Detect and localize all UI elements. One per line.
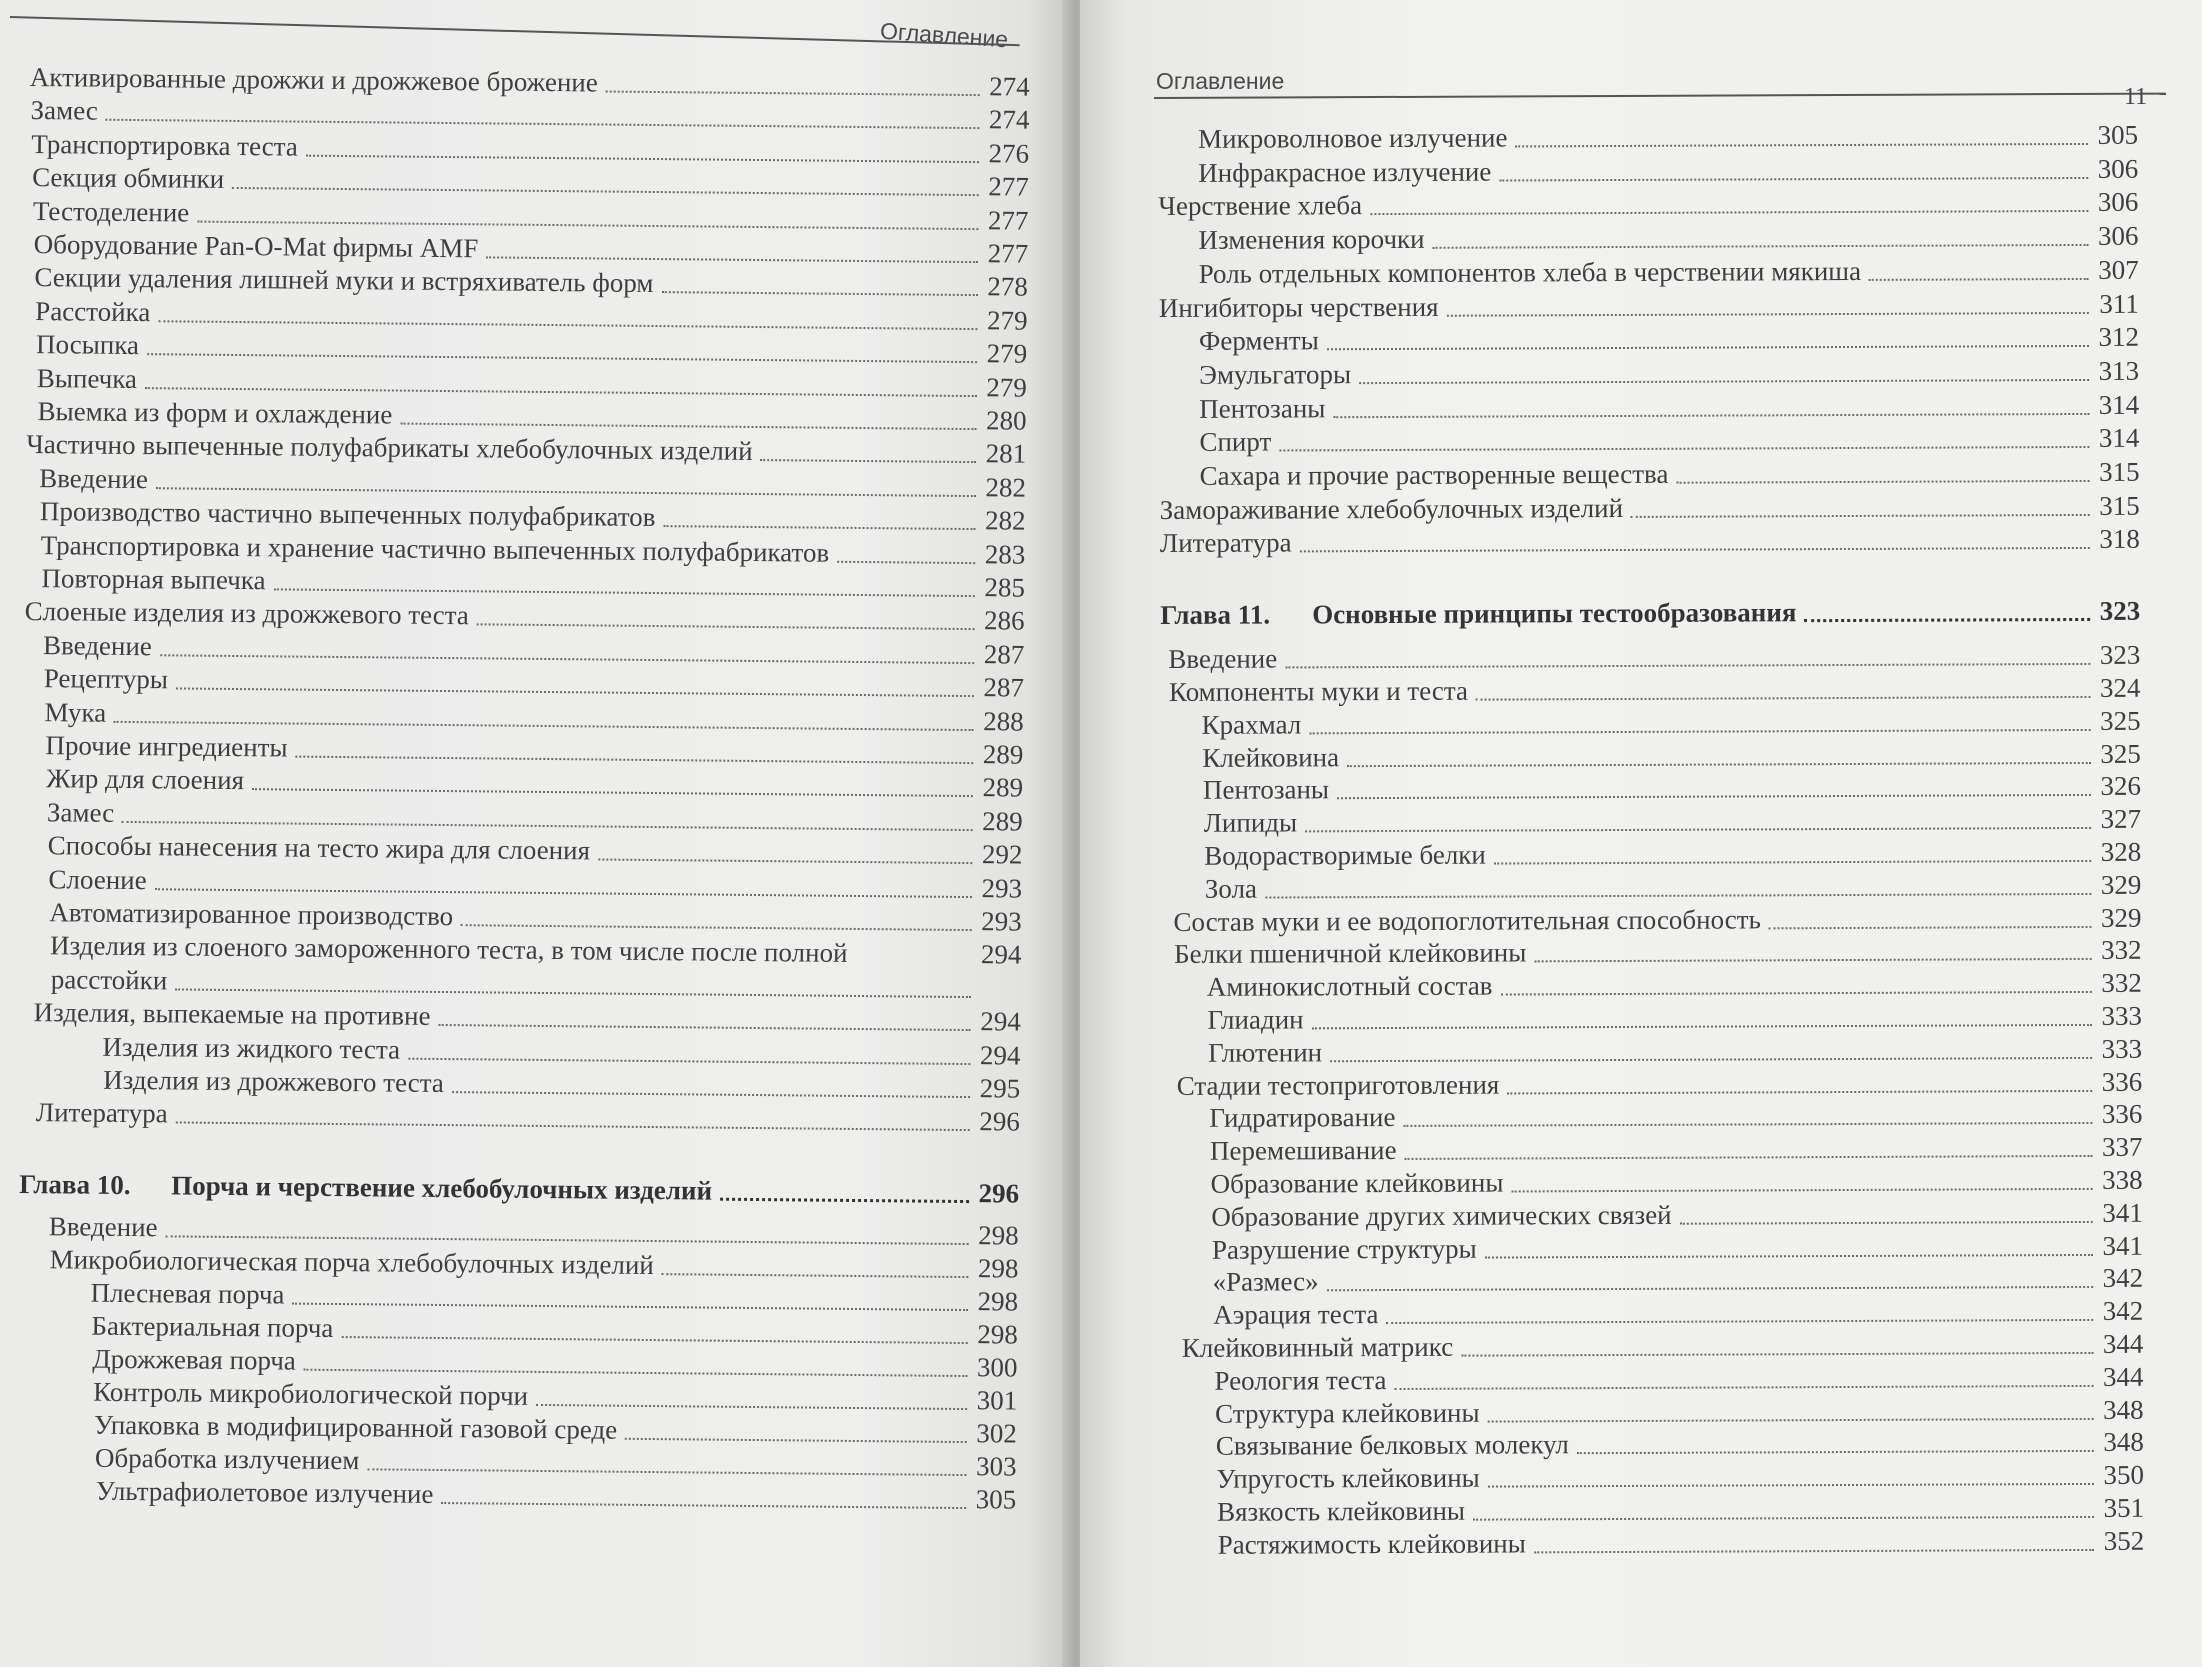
toc-entry-page: 350 xyxy=(2103,1459,2144,1490)
dot-leader xyxy=(1869,277,2089,281)
toc-entry-title: Транспортировка и хранение частично выпеченных полуфабрикатов xyxy=(40,529,830,568)
toc-entry-page: 274 xyxy=(989,71,1030,102)
toc-entry-page: 301 xyxy=(976,1384,1018,1416)
toc-entry-page: 314 xyxy=(2098,389,2140,420)
dot-leader xyxy=(625,1437,967,1443)
toc-entry-title: Водорастворимые белки xyxy=(1204,839,1486,871)
toc-entry-title: Упаковка в модифицированной газовой среде xyxy=(93,1409,618,1445)
toc-entry-page: 305 xyxy=(2097,119,2139,150)
toc-entry-page: 337 xyxy=(2101,1131,2143,1162)
dot-leader xyxy=(176,1121,970,1132)
toc-entry xyxy=(1158,217,2138,255)
dot-leader xyxy=(1499,176,2088,182)
toc-entry-title: Роль отдельных компонентов хлеба в черствении мякиша xyxy=(1198,255,1862,289)
toc-entry-page: 338 xyxy=(2102,1164,2143,1195)
toc-entry-page: 312 xyxy=(2098,321,2140,353)
toc-entry-page: 315 xyxy=(2098,456,2140,487)
toc-entry-page: 298 xyxy=(977,1252,1019,1284)
dot-leader xyxy=(477,623,975,631)
toc-entry-title: Стадии тестоприготовления xyxy=(1176,1069,1500,1101)
toc-entry-page: 305 xyxy=(975,1483,1017,1515)
running-head-right: Оглавление xyxy=(1156,68,1285,94)
dot-leader xyxy=(1305,826,2091,832)
dot-leader xyxy=(1386,1318,2093,1324)
running-head-left: Оглавление xyxy=(879,17,1010,53)
dot-leader xyxy=(1309,728,2090,734)
dot-leader xyxy=(837,559,975,563)
toc-entry-page: 288 xyxy=(983,705,1024,737)
toc-entry-title: Оборудование Pan-O-Mat фирмы AMF xyxy=(33,229,479,264)
chapter-title: Порча и черствение хлебобулочных изделий xyxy=(171,1170,713,1206)
toc-entry-page: 306 xyxy=(2097,153,2139,184)
toc-entry-title: Липиды xyxy=(1203,807,1298,838)
toc-entry-page: 282 xyxy=(984,505,1026,536)
toc-entry-title: Обработка излучением xyxy=(94,1442,360,1476)
toc-entry-page: 333 xyxy=(2101,1000,2142,1031)
toc-entry-page: 281 xyxy=(985,438,1027,469)
toc-entry-title: Изменения корочки xyxy=(1198,223,1425,255)
dot-leader xyxy=(720,1196,969,1202)
toc-entry-title: Пентозаны xyxy=(1202,774,1330,806)
dot-leader xyxy=(486,255,978,263)
toc-entry-title: Аэрация теста xyxy=(1213,1299,1379,1330)
toc-entry-page: 336 xyxy=(2101,1099,2143,1130)
dot-leader xyxy=(1359,378,2089,384)
toc-entry-page: 328 xyxy=(2100,836,2142,867)
dot-leader xyxy=(536,1403,967,1410)
toc-entry xyxy=(1160,520,2140,558)
toc-entry xyxy=(1159,453,2139,491)
dot-leader xyxy=(1676,479,2089,484)
toc-entry-page: 296 xyxy=(978,1177,1020,1209)
toc-entry-page: 289 xyxy=(982,805,1023,837)
toc-entry-page: 306 xyxy=(2097,220,2139,251)
toc-entry-title: Бактериальная порча xyxy=(91,1310,334,1343)
toc-entry-title: Дрожжевая порча xyxy=(92,1343,297,1376)
toc-entry-title: Производство частично выпеченных полуфабрикатов xyxy=(39,496,656,533)
toc-entry-title: Введение xyxy=(48,1211,158,1243)
dot-leader xyxy=(1433,243,2089,249)
toc-entry-title: Аминокислотный состав xyxy=(1206,970,1493,1002)
toc-entry-title: Расстойка xyxy=(35,295,151,327)
toc-entry-title: Выпечка xyxy=(36,362,138,394)
chapter-heading xyxy=(19,1165,1019,1209)
toc-entry-title: Компоненты муки и теста xyxy=(1168,675,1468,707)
toc-entry-title: Образование других химических связей xyxy=(1211,1199,1672,1232)
dot-leader xyxy=(1300,546,2090,552)
toc-entry-page: 294 xyxy=(980,939,1022,970)
toc-entry xyxy=(1158,149,2138,187)
toc-entry-page: 277 xyxy=(987,238,1029,269)
toc-entry-page: 279 xyxy=(986,304,1028,336)
toc-entry-page: 279 xyxy=(986,371,1028,403)
toc-entry-title: Гидратирование xyxy=(1209,1102,1396,1134)
toc-entry-title: Клейковинный матрикс xyxy=(1181,1331,1454,1363)
dot-leader xyxy=(1769,924,2092,928)
dot-leader xyxy=(1327,344,2089,350)
toc-entry-title: Крахмал xyxy=(1201,709,1302,740)
toc-entry-page: 325 xyxy=(2100,705,2141,736)
toc-entry-page: 277 xyxy=(988,171,1029,202)
toc-entry-page: 344 xyxy=(2102,1361,2144,1392)
dot-leader xyxy=(1631,513,2090,518)
toc-entry-page: 300 xyxy=(976,1351,1018,1383)
toc-entry-title: Изделия, выпекаемые на противне xyxy=(33,997,431,1032)
toc-entry-title: Слоеные изделия из дрожжевого теста xyxy=(24,596,470,631)
toc-entry-title: Литература xyxy=(35,1097,168,1129)
toc-entry-page: 298 xyxy=(977,1285,1019,1317)
toc-entry-title: Повторная выпечка xyxy=(41,563,266,596)
toc-entry-page: 298 xyxy=(978,1219,1019,1251)
dot-leader xyxy=(1534,957,2091,962)
page-number: 11 xyxy=(2124,84,2148,110)
toc-entry-page: 298 xyxy=(977,1318,1018,1350)
toc-entry-title: Введение xyxy=(1168,643,1278,675)
toc-entry-title: «Размес» xyxy=(1212,1266,1319,1298)
toc-entry-page: 348 xyxy=(2103,1427,2144,1458)
dot-leader xyxy=(1488,1416,2094,1422)
dot-leader xyxy=(408,1056,970,1064)
toc-entry-title: Связывание белковых молекул xyxy=(1215,1429,1569,1462)
dot-leader xyxy=(1461,1351,2093,1357)
dot-leader xyxy=(1447,310,2089,316)
dot-leader xyxy=(1327,1285,2093,1291)
toc-entry-page: 292 xyxy=(981,839,1023,870)
toc-entry-page: 333 xyxy=(2101,1033,2143,1064)
dot-leader xyxy=(1511,1187,2092,1193)
toc-entry-page: 336 xyxy=(2101,1066,2143,1097)
toc-entry xyxy=(1158,116,2138,154)
toc-entry-title: Замес xyxy=(30,95,98,127)
toc-entry-title: Эмульгаторы xyxy=(1199,359,1352,390)
dot-leader xyxy=(1501,990,2092,996)
toc-entry-page: 283 xyxy=(984,538,1026,570)
toc-entry-title: Введение xyxy=(42,629,153,661)
toc-entry-page: 289 xyxy=(982,772,1024,803)
toc-entry xyxy=(1160,486,2140,524)
toc-entry-title: Частично выпеченные полуфабрикаты хлебобулочных изделий xyxy=(26,429,753,467)
toc-entry xyxy=(1159,352,2139,390)
toc-entry-page: 348 xyxy=(2103,1394,2144,1425)
toc-entry-title: Посыпка xyxy=(35,329,140,361)
toc-entry-page: 280 xyxy=(985,405,1027,436)
toc-entry-page: 342 xyxy=(2102,1263,2144,1294)
toc-entry-title: Ингибиторы черствения xyxy=(1158,291,1439,323)
toc-entry-title: Белки пшеничной клейковины xyxy=(1174,937,1527,970)
chapter-title: Основные принципы тестообразования xyxy=(1312,597,1797,630)
dot-leader xyxy=(461,923,972,931)
dot-leader xyxy=(1337,793,2091,799)
toc-entry-page: 277 xyxy=(987,204,1029,236)
dot-leader xyxy=(1488,1482,2094,1488)
toc-entry-page: 276 xyxy=(988,138,1030,169)
toc-entry-title: расстойки xyxy=(50,964,168,996)
toc-entry-title: Структура клейковины xyxy=(1215,1397,1480,1429)
toc-entry-page: 295 xyxy=(979,1073,1021,1104)
toc-entry-title: Транспортировка теста xyxy=(31,128,298,162)
toc-entry-title: Реология теста xyxy=(1214,1364,1387,1396)
dot-leader xyxy=(1395,1384,2094,1390)
toc-entry-page: 302 xyxy=(976,1417,1017,1449)
toc-entry-title: Выемка из форм и охлаждение xyxy=(37,396,393,430)
dot-leader xyxy=(1330,1056,2092,1062)
toc-entry-page: 294 xyxy=(980,1006,1021,1037)
dot-leader xyxy=(1804,617,2090,622)
toc-entry-title: Сахара и прочие растворенные вещества xyxy=(1199,458,1669,491)
toc-entry xyxy=(1159,318,2139,356)
toc-entry-title: Плесневая порча xyxy=(90,1277,285,1310)
dot-leader xyxy=(661,290,977,296)
toc-entry-page: 274 xyxy=(988,104,1030,135)
toc-entry-title: Рецептуры xyxy=(43,663,169,695)
dot-leader xyxy=(1370,209,2088,215)
toc-left xyxy=(19,58,1030,1515)
toc-entry-page: 315 xyxy=(2099,490,2140,521)
toc-entry-page: 324 xyxy=(2099,672,2141,703)
toc-entry-page: 351 xyxy=(2103,1492,2145,1523)
toc-entry-page: 285 xyxy=(984,572,1026,603)
dot-leader xyxy=(598,858,972,865)
toc-entry-title: Введение xyxy=(39,462,149,494)
toc-entry-page: 287 xyxy=(983,672,1025,703)
toc-entry-page: 332 xyxy=(2101,935,2142,966)
toc-entry-page: 327 xyxy=(2100,803,2142,834)
toc-entry-page: 329 xyxy=(2100,869,2142,900)
toc-entry-title: Замораживание хлебобулочных изделий xyxy=(1159,492,1624,525)
toc-entry-page: 279 xyxy=(986,338,1028,369)
toc-entry-title: Перемешивание xyxy=(1209,1135,1397,1166)
dot-leader xyxy=(1485,1252,2093,1258)
toc-entry-title: Ультрафиолетовое излучение xyxy=(95,1475,434,1509)
chapter-number: Глава 11. xyxy=(1160,599,1271,631)
toc-entry-title: Ферменты xyxy=(1198,325,1319,357)
toc-entry-page: 352 xyxy=(2103,1525,2145,1556)
dot-leader xyxy=(1279,445,2089,452)
toc-entry xyxy=(1164,1521,2144,1559)
toc-entry xyxy=(1158,183,2138,221)
dot-leader xyxy=(662,1272,969,1278)
toc-entry-page: 303 xyxy=(975,1450,1017,1482)
toc-entry-page: 287 xyxy=(983,638,1025,670)
toc-entry-page: 282 xyxy=(985,471,1027,503)
toc-entry-title: Микроволновое излучение xyxy=(1198,122,1508,154)
toc-entry-title: Замес xyxy=(46,796,115,828)
toc-entry-title: Способы нанесения на тесто жира для слоения xyxy=(47,830,591,866)
toc-entry-title: Литература xyxy=(1159,527,1292,559)
toc-entry-page: 289 xyxy=(982,739,1024,770)
toc-entry-page: 311 xyxy=(2099,288,2139,319)
toc-entry-title: Прочие ингредиенты xyxy=(45,730,288,763)
toc-entry-page: 323 xyxy=(2099,639,2141,670)
toc-entry-title: Контроль микробиологической порчи xyxy=(93,1376,529,1411)
toc-entry-page: 313 xyxy=(2098,355,2140,386)
toc-entry xyxy=(1159,251,2139,289)
toc-entry-page: 332 xyxy=(2101,967,2142,998)
dot-leader xyxy=(441,1501,966,1509)
toc-entry-title: Изделия из слоеного замороженного теста, в том числе после полной xyxy=(49,930,848,969)
toc-entry-page: 294 xyxy=(979,1039,1021,1071)
toc-entry-title: Состав муки и ее водопоглотительная способность xyxy=(1173,903,1761,937)
dot-leader xyxy=(1680,1220,2093,1225)
toc-entry-page: 293 xyxy=(981,872,1023,904)
toc-entry-page: 341 xyxy=(2102,1230,2143,1261)
chapter-number: Глава 10. xyxy=(19,1168,131,1200)
toc-entry-title: Инфракрасное излучение xyxy=(1198,156,1492,188)
dot-leader xyxy=(1494,859,2091,865)
dot-leader xyxy=(1347,760,2091,766)
toc-entry-page: 293 xyxy=(981,906,1022,937)
toc-entry xyxy=(1159,419,2139,457)
toc-entry-title: Упругость клейковины xyxy=(1216,1462,1480,1494)
running-head-rule-right xyxy=(1154,93,2166,99)
toc-entry xyxy=(1159,284,2139,322)
toc-entry-page: 325 xyxy=(2100,738,2141,769)
toc-entry-page: 286 xyxy=(983,605,1025,636)
dot-leader xyxy=(1405,1154,2093,1160)
toc-entry-title: Активированные дрожжи и дрожжевое брожение xyxy=(29,61,598,98)
dot-leader xyxy=(1333,412,2089,418)
toc-entry-page: 326 xyxy=(2100,771,2141,802)
chapter-heading xyxy=(1160,592,2140,630)
toc-entry-title: Зола xyxy=(1204,873,1258,904)
toc-entry-title: Микробиологическая порча хлебобулочных изделий xyxy=(49,1244,654,1280)
toc-entry-title: Разрушение структуры xyxy=(1211,1233,1477,1265)
toc-entry-page: 296 xyxy=(979,1106,1020,1137)
toc-entry-title: Изделия из дрожжевого теста xyxy=(103,1064,444,1099)
dot-leader xyxy=(1515,142,2088,147)
toc-entry-title: Автоматизированное производство xyxy=(49,897,454,932)
toc-entry xyxy=(1159,385,2139,423)
dot-leader xyxy=(1473,1515,2094,1521)
toc-entry-title: Секция обминки xyxy=(32,162,225,195)
toc-entry-title: Изделия из жидкого теста xyxy=(102,1031,401,1065)
toc-entry-title: Образование клейковины xyxy=(1210,1167,1504,1199)
toc-entry-page: 342 xyxy=(2102,1295,2144,1326)
dot-leader xyxy=(1265,892,2091,899)
toc-entry-title: Клейковина xyxy=(1202,741,1340,773)
toc-entry-title: Мука xyxy=(44,696,107,728)
toc-entry-title: Глиадин xyxy=(1207,1004,1304,1035)
toc-entry-page: 306 xyxy=(2097,187,2139,218)
toc-entry-page: 278 xyxy=(987,271,1028,302)
dot-leader xyxy=(606,90,980,97)
toc-entry-page: 314 xyxy=(2098,423,2140,454)
toc-entry-title: Тестоделение xyxy=(32,195,190,228)
toc-entry-page: 341 xyxy=(2102,1197,2143,1228)
toc-entry-title: Черствение хлеба xyxy=(1158,190,1363,222)
toc-entry-title: Жир для слоения xyxy=(46,763,245,796)
toc-entry-title: Глютенин xyxy=(1208,1036,1323,1068)
toc-entry-title: Растяжимость клейковины xyxy=(1217,1528,1526,1560)
toc-entry-page: 307 xyxy=(2098,254,2139,285)
dot-leader xyxy=(1312,1023,2092,1029)
toc-entry-title: Пентозаны xyxy=(1199,392,1326,424)
dot-leader xyxy=(1577,1449,2094,1454)
dot-leader xyxy=(1285,662,2090,669)
toc-entry-page: 344 xyxy=(2102,1328,2144,1359)
toc-entry-page: 323 xyxy=(2099,595,2141,626)
dot-leader xyxy=(1534,1548,2094,1553)
toc-entry-page: 329 xyxy=(2100,902,2142,933)
dot-leader xyxy=(438,1023,970,1031)
dot-leader xyxy=(1403,1121,2092,1127)
dot-leader xyxy=(761,458,977,463)
toc-entry-title: Вязкость клейковины xyxy=(1217,1495,1466,1527)
toc-entry-title: Секции удаления лишней муки и встряхиватель форм xyxy=(34,262,654,299)
dot-leader xyxy=(663,524,975,530)
dot-leader xyxy=(1476,695,2091,701)
dot-leader xyxy=(1507,1088,2092,1094)
dot-leader xyxy=(452,1090,970,1098)
toc-entry-page: 318 xyxy=(2099,524,2140,555)
toc-entry-title: Спирт xyxy=(1199,426,1272,458)
left-page xyxy=(0,0,1070,1667)
toc-entry-title: Слоение xyxy=(48,863,147,895)
running-head-rule-left xyxy=(10,16,1020,46)
